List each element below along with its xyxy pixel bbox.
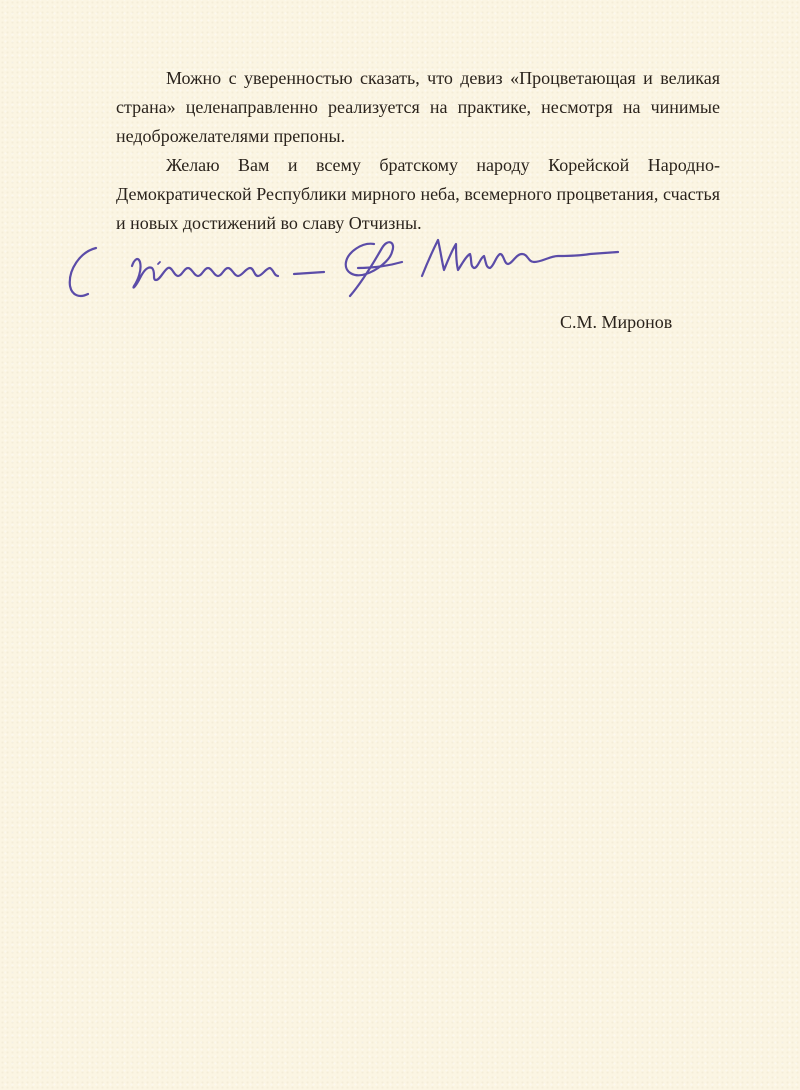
letter-body [116, 64, 720, 238]
paragraph-motto: Можно с уверенностью сказать, что девиз «Процветающая и великая страна» целенаправленно реализуется на практике, несмотря на чинимые недоброжелателями препоны. [116, 68, 720, 146]
handwritten-signature [62, 226, 622, 306]
paragraph-wishes: Желаю Вам и всему братскому народу Корейской Народно-Демократической Республики мирного неба, всемерного процветания, счастья и новых достижений во славу Отчизны. [116, 155, 720, 233]
signer-name: С.М. Миронов [560, 312, 673, 332]
